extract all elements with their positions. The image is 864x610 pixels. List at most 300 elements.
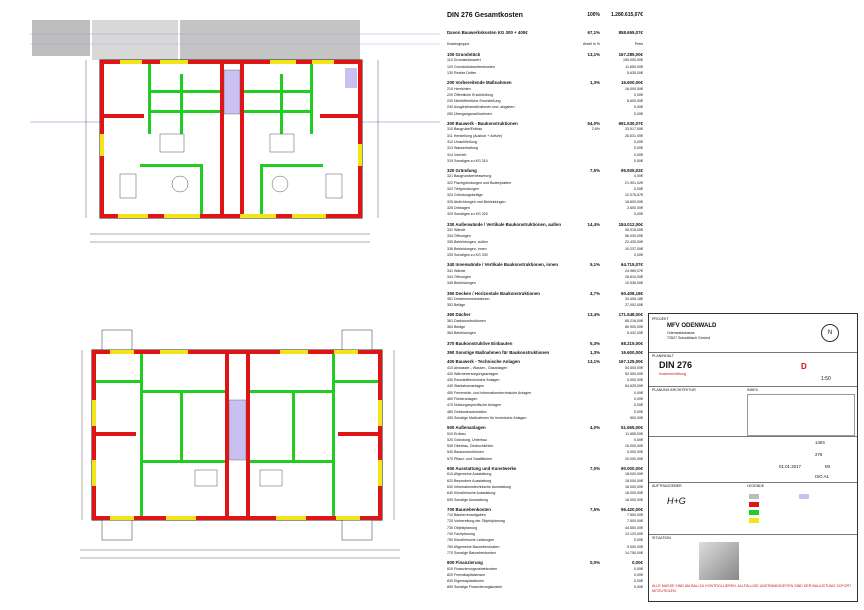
- cost-row: [447, 472, 643, 477]
- cost-row: [447, 450, 643, 455]
- cost-row: [447, 174, 643, 179]
- cost-row-label: 120 Grundstücksnebenkosten: [447, 64, 495, 69]
- cost-row-value: 5.000,00€: [627, 378, 643, 383]
- cost-row-value: 54.500,00€: [625, 365, 643, 370]
- cost-row-label: 400 Bauwerk - Technische Anlagen: [447, 359, 520, 365]
- situation-image: [699, 542, 739, 580]
- cost-row-label: 110 Grundstückswert: [447, 58, 481, 63]
- plan-subtitle: Kostenermittlung: [659, 372, 686, 376]
- cost-row: [447, 291, 643, 296]
- cost-row: [447, 269, 643, 274]
- cost-row-label: 351 Deckenkonstruktionen: [447, 296, 490, 301]
- cost-row-label: 325 Abdichtungen und Bekleidungen: [447, 199, 506, 204]
- cost-row: [447, 228, 643, 233]
- title-block: [648, 313, 858, 602]
- cost-row-pct: 5,3%: [589, 340, 600, 346]
- cost-row: [447, 545, 643, 550]
- label-project: PROJEKT: [652, 317, 669, 321]
- label-contractor: AUFTRAGGEBER: [652, 484, 682, 488]
- cost-row: [447, 105, 643, 110]
- cost-row-label: 370 Baukonstruktive Einbauten: [447, 340, 513, 346]
- cost-row-value: 10.936,00€: [625, 281, 643, 286]
- cost-row-value: 9.000,00€: [627, 544, 643, 549]
- cost-row-value: 0,00€: [634, 566, 643, 571]
- cost-row-label: 329 Sonstiges zu KG 320: [447, 212, 488, 217]
- cost-row-value: 0,00€: [634, 585, 643, 590]
- cost-row-value: 28.810,00€: [625, 274, 643, 279]
- cost-row: [447, 80, 643, 85]
- cost-row-label: 339 Sonstiges zu KG 330: [447, 253, 488, 257]
- project-number: 1404: [815, 440, 825, 445]
- cost-row-value: 0,00€: [634, 212, 643, 217]
- cost-row-value: 0,00€: [634, 92, 643, 97]
- cost-row: [447, 99, 643, 104]
- cost-row: [447, 457, 643, 462]
- cost-row-label: 750 Künstlerische Leistungen: [447, 538, 495, 543]
- cost-row: [447, 240, 643, 245]
- cost-row-pct: 13,1%: [587, 52, 600, 57]
- cost-subtitle-row: [447, 30, 643, 35]
- cost-row-label: 364 Bekleidungen: [447, 331, 476, 336]
- terrain-hatch: [32, 20, 90, 56]
- cost-row: [447, 384, 643, 389]
- cost-row-value: 18.000,00€: [625, 472, 643, 477]
- cost-row-label: 340 Innenwände / Vertikale Baukonstruktionen, innen: [447, 262, 559, 268]
- cost-row: [447, 206, 643, 211]
- cost-row-label: 600 Ausstattung und Kunstwerke: [447, 466, 517, 471]
- cost-row: [447, 485, 643, 490]
- cost-row-label: 570 Pflanz- und Saatflächen: [447, 456, 493, 461]
- cost-title-value: 1.280.615,07€: [611, 12, 643, 18]
- cost-row: [447, 438, 643, 443]
- cost-row-label: 830 Eigenkapitalzinsen: [447, 579, 484, 584]
- cost-row: [447, 560, 643, 565]
- cost-row-value: 0,00€: [634, 174, 643, 179]
- cost-row-label: 820 Fremdkapitalzinsen: [447, 572, 486, 577]
- label-legend: LEGENDE: [747, 484, 765, 488]
- cost-row: [447, 303, 643, 308]
- col-pct: Anteil in %: [583, 42, 600, 46]
- cost-row-label: 800 Finanzierung: [447, 560, 483, 566]
- cost-row-label: 420 Wärmeversorgungsanlagen: [447, 371, 499, 376]
- cost-row-value: 167.125,00€: [618, 359, 643, 365]
- cost-row: [447, 325, 643, 330]
- cost-row-label: 344 Öffnungen: [447, 274, 471, 279]
- cost-row: [447, 212, 643, 217]
- cost-row: [447, 312, 643, 317]
- plan-author: MI: [825, 464, 830, 469]
- cost-row-value: 18.000,00€: [625, 491, 643, 496]
- cost-row-value: 0,00€: [634, 572, 643, 577]
- cost-row: [447, 58, 643, 63]
- cost-row-label: 312 Umschließung: [447, 139, 477, 144]
- cost-row: [447, 526, 643, 531]
- cost-row-label: 310 Baugrube/Erdbau: [447, 127, 483, 132]
- label-architect: PLANUNG ARCHITEKTUR: [652, 388, 696, 392]
- stair-core: [229, 400, 246, 460]
- cost-row-value: 20.000,00€: [625, 456, 643, 461]
- cost-title-pct: 100%: [587, 12, 600, 18]
- upper-floor-plan: [30, 14, 440, 284]
- cost-row-label: 730 Objektplanung: [447, 525, 478, 530]
- cost-row-label: 311 Herstellung (Aushub + Abfuhr): [447, 133, 502, 138]
- cost-row-value: 68.215,00€: [621, 340, 643, 346]
- cost-row: [447, 350, 643, 355]
- col-price: Preis: [634, 42, 643, 46]
- cost-row-label: 335 Bekleidungen, außen: [447, 240, 488, 245]
- cost-row-label: 500 Außenanlagen: [447, 425, 486, 431]
- cost-row-label: 710 Bauherrenaufgaben: [447, 513, 486, 518]
- cost-row-value: 33.517,00€: [625, 127, 643, 132]
- cost-row-value: 150.000,00€: [623, 58, 643, 63]
- client-address-1: Odenwaldstrasse: [667, 331, 695, 335]
- cost-row: [447, 181, 643, 186]
- cost-row-label: 330 Außenwände / Vertikale Baukonstruktionen, außen: [447, 221, 562, 227]
- cost-row-value: 27.002,00€: [625, 303, 643, 308]
- cost-row-value: 15.000,00€: [625, 444, 643, 449]
- cost-row-value: 14.750,00€: [625, 550, 643, 555]
- cost-sheet: [447, 12, 643, 590]
- cost-row-value: 54.625,00€: [625, 384, 643, 389]
- cost-row: [447, 93, 643, 98]
- cost-row-pct: 2,6%: [591, 127, 600, 132]
- cost-row-pct: 14,4%: [587, 221, 600, 227]
- cost-row-value: 60.408,18€: [621, 290, 643, 296]
- cost-row: [447, 222, 643, 227]
- legend-swatch-grey: [749, 494, 759, 499]
- cost-row: [447, 71, 643, 76]
- cost-row-label: 361 Dachkonstruktionen: [447, 318, 486, 323]
- cost-row: [447, 466, 643, 471]
- cost-row-label: 345 Bekleidungen: [447, 281, 476, 286]
- cost-row: [447, 567, 643, 572]
- cost-row-label: 334 Öffnungen: [447, 234, 471, 239]
- cost-row-label: 352 Beläge: [447, 303, 466, 308]
- cost-row-value: 51.655,00€: [621, 425, 643, 431]
- cost-row-value: 18.600,00€: [625, 199, 643, 204]
- cost-row-label: 363 Beläge: [447, 325, 466, 329]
- cost-row: [447, 52, 643, 57]
- client-address-2: 73527 Schwäbisch Gmünd: [667, 336, 710, 340]
- cost-row: [447, 319, 643, 324]
- cost-row: [447, 187, 643, 192]
- cost-row-value: 95.935,02€: [621, 168, 643, 174]
- cost-row: [447, 253, 643, 258]
- cost-row-value: 0,00€: [634, 139, 643, 144]
- cost-row-label: 322 Flachgründungen und Bodenplatten: [447, 180, 512, 185]
- company-logo: H+G: [667, 496, 686, 506]
- cost-row-label: 300 Bauwerk - Baukonstruktionen: [447, 121, 518, 126]
- cost-row: [447, 519, 643, 524]
- cost-row-value: 90.000,00€: [621, 466, 643, 471]
- cost-row-label: 220 Öffentliche Erschließung: [447, 92, 494, 97]
- cost-subtitle-pct: 67,1%: [587, 30, 600, 35]
- cost-row-pct: 7,5%: [589, 506, 600, 512]
- cost-row-value: 18.000,00€: [625, 478, 643, 483]
- cost-row-label: 360 Dächer: [447, 312, 471, 318]
- legend-swatch-purple: [799, 494, 809, 499]
- cost-row-value: 184.012,00€: [618, 221, 643, 227]
- cost-row: [447, 275, 643, 280]
- cost-row-label: 313 Wasserhaltung: [447, 146, 478, 151]
- cost-row-label: 620 Besondere Ausstattung: [447, 478, 492, 483]
- cost-row-value: 0,00€: [634, 111, 643, 116]
- cost-row-label: 321 Baugrundverbesserung: [447, 174, 492, 179]
- label-situation: SITUATION: [652, 536, 671, 540]
- cost-row-value: 12.076,67€: [625, 193, 643, 198]
- cost-row-label: 640 Künstlerische Ausstattung: [447, 491, 496, 496]
- cost-row-value: 22.430,00€: [625, 240, 643, 245]
- cost-row-label: 450 Fernmelde- und informationstechnische Anlagen: [447, 390, 532, 395]
- cost-row-value: 0,00€: [634, 105, 643, 110]
- cost-title: DIN 276 Gesamtkosten: [447, 12, 523, 19]
- cost-row-value: 16.000,00€: [625, 86, 643, 91]
- cost-row-pct: 0,0%: [589, 560, 600, 566]
- cost-row: [447, 281, 643, 286]
- cost-row: [447, 410, 643, 415]
- cost-row: [447, 444, 643, 449]
- cost-row-value: 7.500,00€: [627, 519, 643, 524]
- cost-row-value: 0,00€: [632, 560, 643, 566]
- cost-row-value: 80.900,00€: [625, 325, 643, 329]
- cost-row-value: 171.548,00€: [618, 312, 643, 318]
- cost-row-value: 64.715,07€: [621, 262, 643, 268]
- cost-row-value: 26.531,00€: [625, 133, 643, 138]
- plan-number: 276: [815, 452, 823, 457]
- cost-row: [447, 87, 643, 92]
- cost-row-label: 770 Sonstige Baunebenkosten: [447, 550, 496, 555]
- plan-date: 01.01.2017: [779, 464, 801, 469]
- cost-row: [447, 153, 643, 158]
- cost-row-label: 319 Sonstiges zu KG 310: [447, 158, 488, 163]
- cost-row-value: 18.000,00€: [625, 484, 643, 489]
- cost-row: [447, 112, 643, 117]
- cost-row: [447, 507, 643, 512]
- cost-row-label: 630 Informationstechnische Ausstattung: [447, 484, 511, 489]
- cost-row-value: 0,00€: [634, 397, 643, 401]
- cost-row-label: 331 Wände: [447, 227, 466, 232]
- cost-row-value: 0,00€: [634, 158, 643, 163]
- cost-row: [447, 378, 643, 383]
- cost-row-label: 336 Bekleidungen, innen: [447, 246, 487, 251]
- cost-row-value: 44.550,00€: [625, 525, 643, 530]
- cost-row-label: 323 Tiefgründungen: [447, 187, 479, 191]
- cost-row: [447, 479, 643, 484]
- cost-row-label: 740 Fachplanung: [447, 532, 475, 536]
- cost-row-label: 690 Sonstige Ausstattung: [447, 497, 488, 502]
- cost-row-pct: 13,4%: [587, 312, 600, 318]
- cost-row-value: 24.969,07€: [625, 268, 643, 273]
- footer-note: ALLE MASSE SIND AM BAU ZU KONTROLLIEREN. ALLFÄLLIGE UNSTIMMIGKEITEN SIND DER BAULEITUNG SOFORT MITZUTEILEN.: [652, 584, 852, 593]
- cost-row-value: 7.500,00€: [627, 513, 643, 518]
- cost-row-value: 0,00€: [634, 253, 643, 257]
- cost-row-label: 610 Allgemeine Ausstattung: [447, 472, 492, 477]
- cost-row-label: 440 Starkstromanlagen: [447, 384, 485, 389]
- cost-row-value: 5.635,00€: [627, 70, 643, 75]
- cost-row-pct: 1,3%: [589, 349, 600, 355]
- cost-row: [447, 359, 643, 364]
- cost-row-value: 691.530,07€: [618, 121, 643, 126]
- cost-row-pct: 54,0%: [587, 121, 600, 126]
- cost-row-label: 720 Vorbereitung der Objektplanung: [447, 519, 505, 524]
- cost-row-value: 56.030,00€: [625, 234, 643, 239]
- cost-row: [447, 168, 643, 173]
- cost-row-value: 0,00€: [634, 579, 643, 584]
- cost-row-value: 5.432,00€: [627, 331, 643, 336]
- cost-row-value: 0,00€: [634, 187, 643, 191]
- cost-row-value: 11.655,00€: [625, 431, 643, 436]
- plan-title: DIN 276: [659, 360, 693, 370]
- cost-row-pct: 5,1%: [589, 262, 600, 268]
- cost-row-label: 390 Sonstige Maßnahmen für Baukonstruktionen: [447, 349, 550, 355]
- cost-row: [447, 397, 643, 402]
- cost-row: [447, 551, 643, 556]
- north-arrow-icon: N: [821, 324, 839, 342]
- cost-row: [447, 200, 643, 205]
- cost-row-label: 324 Gründungsbeläge: [447, 193, 483, 198]
- cost-row-value: 13.120,00€: [625, 532, 643, 536]
- cost-row: [447, 498, 643, 503]
- cost-row-label: 510 Erdbau: [447, 431, 466, 436]
- cost-row: [447, 262, 643, 267]
- cost-row-label: 520 Gründung, Unterbau: [447, 437, 487, 442]
- cost-row-value: 18.000,00€: [625, 497, 643, 502]
- label-index: INDEX: [747, 388, 758, 392]
- cost-row-label: 200 Vorbereitende Maßnahmen: [447, 80, 512, 86]
- cost-row-value: 52.500,00€: [625, 371, 643, 376]
- cost-row-label: 100 Grundstück: [447, 52, 481, 57]
- cost-row-value: 5.000,00€: [627, 450, 643, 455]
- cost-row: [447, 372, 643, 377]
- legend-swatch-yellow: [749, 518, 759, 523]
- cost-row-label: 890 Sonstige Finanzierungskosten: [447, 585, 503, 590]
- cost-row: [447, 532, 643, 537]
- cost-row-label: 350 Decken / Horizontale Baukonstruktionen: [447, 290, 540, 296]
- index-table: [747, 394, 855, 436]
- cost-row: [447, 140, 643, 145]
- cost-row-label: 326 Dränagen: [447, 205, 470, 210]
- cost-row-label: 410 Abwasser-, Wasser-, Gasanlagen: [447, 365, 508, 370]
- roof-hatch: [180, 20, 360, 60]
- client-name: MFV ODENWALD: [667, 323, 717, 329]
- cost-row: [447, 159, 643, 164]
- revision-letter: D: [801, 362, 807, 371]
- cost-row-pct: 7,0%: [589, 466, 600, 471]
- cost-row: [447, 331, 643, 336]
- cost-row: [447, 416, 643, 421]
- cost-row: [447, 513, 643, 518]
- cost-subtitle-value: 858.655,07€: [618, 30, 643, 35]
- cost-row: [447, 366, 643, 371]
- cost-row: [447, 193, 643, 198]
- cost-row-label: 341 Wände: [447, 268, 466, 273]
- cost-row-value: 96.420,00€: [621, 506, 643, 512]
- cost-subtitle: Davon Bauwerkskosten KG 300 + 400€: [447, 30, 528, 35]
- label-plan: PLANINHALT: [652, 354, 674, 358]
- cost-row-value: 95.315,00€: [625, 227, 643, 232]
- cost-row: [447, 432, 643, 437]
- cost-row: [447, 134, 643, 139]
- stair-core: [224, 70, 240, 114]
- cost-row-label: 230 Nichtöffentliche Erschließung: [447, 99, 501, 104]
- cost-row-value: 10.237,00€: [625, 246, 643, 251]
- col-group: Kostengruppe: [447, 42, 470, 46]
- cost-row-label: 210 Herrichten: [447, 86, 471, 91]
- cost-row-label: 314 Vortrieb: [447, 152, 467, 157]
- legend-swatch-red: [749, 502, 759, 507]
- cost-row-value: 16.600,00€: [621, 80, 643, 86]
- cost-row: [447, 341, 643, 346]
- cost-row-value: 0,00€: [634, 390, 643, 395]
- cost-row: [447, 403, 643, 408]
- cost-row-label: 480 Gebäudeautomation: [447, 409, 487, 414]
- plan-format: ISO A1: [815, 474, 829, 479]
- cost-row: [447, 127, 643, 132]
- cost-row: [447, 247, 643, 252]
- cost-row-label: 490 Sonstige Maßnahmen für technische Anlagen: [447, 415, 527, 420]
- cost-row-value: 0,00€: [634, 437, 643, 442]
- cost-row-label: 250 Übergangsmaßnahmen: [447, 111, 492, 116]
- cost-row-value: 500,00€: [630, 415, 643, 420]
- cost-row-label: 530 Oberbau, Deckschichten: [447, 444, 494, 449]
- cost-row: [447, 121, 643, 126]
- cost-row: [447, 491, 643, 496]
- cost-row-value: 16.600,00€: [621, 349, 643, 355]
- cost-row-label: 430 Raumlufttechnische Anlagen: [447, 378, 500, 383]
- cost-row-label: 240 Ausgleichsmaßnahmen und -abgaben: [447, 105, 515, 110]
- lower-floor-plan: [70, 310, 430, 590]
- cost-row: [447, 391, 643, 396]
- cost-row-value: 2.600,00€: [627, 205, 643, 210]
- cost-row: [447, 573, 643, 578]
- cost-row-value: 0,00€: [634, 152, 643, 157]
- cost-row: [447, 146, 643, 151]
- cost-row-label: 540 Baukonstruktionen: [447, 450, 484, 455]
- cost-header-row: [447, 42, 643, 47]
- cost-row: [447, 297, 643, 302]
- cost-row-label: 130 Rechte Dritter: [447, 70, 477, 75]
- cost-row: [447, 538, 643, 543]
- cost-row-label: 700 Baunebenkosten: [447, 506, 491, 512]
- cost-row-label: 470 Nutzungsspezifische Anlagen: [447, 403, 501, 408]
- cost-row-value: 0,00€: [634, 538, 643, 543]
- cost-row-value: 21.901,02€: [625, 180, 643, 185]
- cost-row: [447, 585, 643, 590]
- cost-row-value: 33.406,18€: [625, 296, 643, 301]
- cost-row-value: 0,00€: [634, 146, 643, 151]
- cost-row-value: 0,00€: [634, 403, 643, 408]
- cost-row-pct: 4,7%: [589, 290, 600, 296]
- cost-row: [447, 579, 643, 584]
- cost-row-label: 810 Finanzierungsnebenkosten: [447, 566, 498, 571]
- cost-row: [447, 65, 643, 70]
- cost-row-value: 85.216,00€: [625, 318, 643, 323]
- scale: 1:50: [821, 376, 831, 382]
- cost-row-value: 167.285,00€: [618, 52, 643, 57]
- cost-row-value: 8.600,00€: [627, 99, 643, 104]
- cost-row: [447, 425, 643, 430]
- cost-row-label: 320 Gründung: [447, 168, 477, 174]
- legend-swatch-green: [749, 510, 759, 515]
- cost-row-pct: 4,0%: [589, 425, 600, 431]
- cost-row-label: 460 Förderanlagen: [447, 397, 478, 401]
- cost-row: [447, 234, 643, 239]
- cost-row-value: 0,00€: [634, 409, 643, 414]
- cost-row-value: 11.650,00€: [625, 64, 643, 69]
- cost-row-pct: 1,3%: [589, 80, 600, 86]
- cost-row-pct: 7,5%: [589, 168, 600, 174]
- cost-row-pct: 13,1%: [587, 359, 600, 365]
